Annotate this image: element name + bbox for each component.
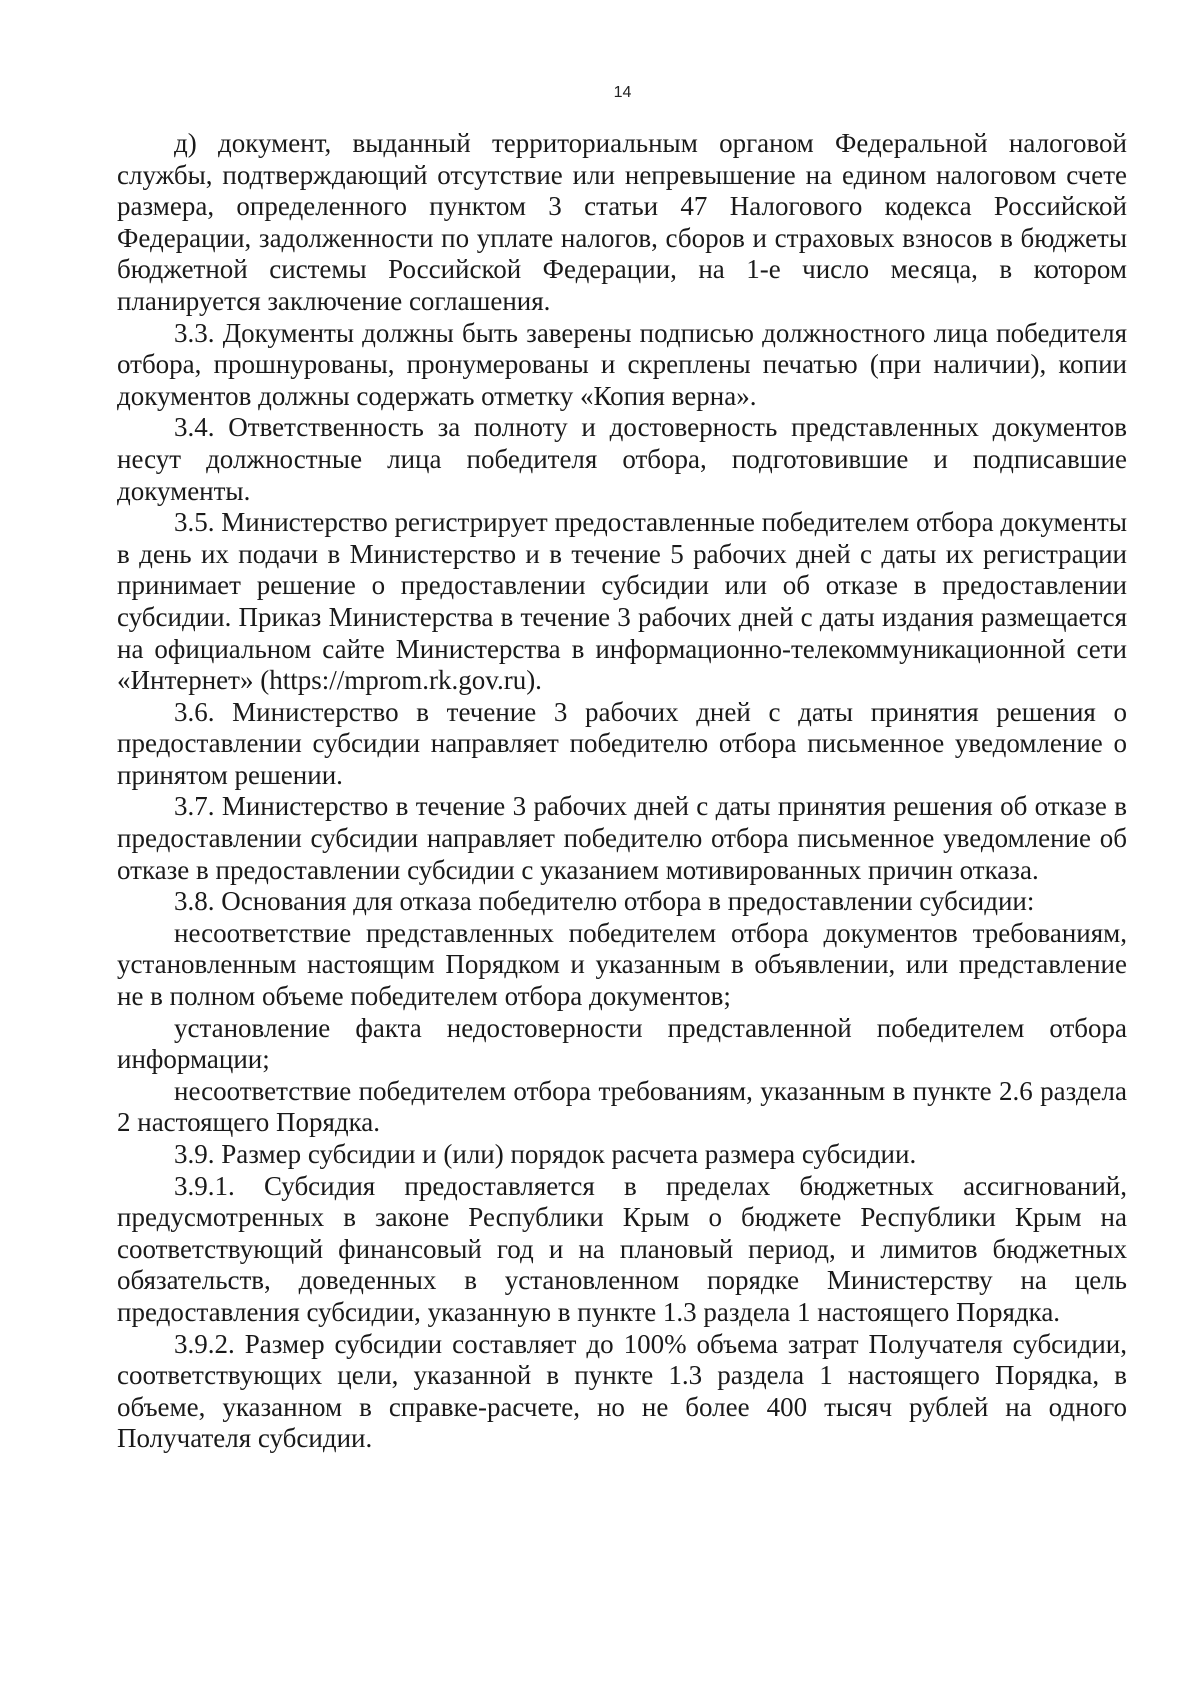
paragraph-item-d: д) документ, выданный территориальным органом Федеральной налоговой службы, подтверждающий отсутствие или непревышение на едином налоговом счете размера, определенного пунктом 3 статьи 47 Налогового кодекса Российской Федерации, задолженности по уплате налогов, сборов и страховых взносов в бюджеты бюджетной системы Российской Федерации, на 1-е число месяца, в котором планируется заключение соглашения. [117,128,1127,316]
paragraph-3-8: 3.8. Основания для отказа победителю отбора в предоставлении субсидии: [174,886,1035,917]
document-body [117,128,1127,1455]
paragraph-3-9-1: 3.9.1. Субсидия предоставляется в пределах бюджетных ассигнований, предусмотренных в законе Республики Крым о бюджете Республики Крым на соответствующий финансовый год и на плановый период, и лимитов бюджетных обязательств, доведенных в установленном порядке Министерству на цель предоставления субсидии, указанную в пункте 1.3 раздела 1 настоящего Порядка. [117,1170,1127,1327]
refusal-ground-3: несоответствие победителем отбора требованиям, указанным в пункте 2.6 раздела 2 настоящего Порядка. [117,1075,1127,1138]
page-number: 14 [613,84,632,101]
paragraph-3-7: 3.7. Министерство в течение 3 рабочих дней с даты принятия решения об отказе в предоставлении субсидии направляет победителю отбора письменное уведомление об отказе в предоставлении субсидии с указанием мотивированных причин отказа. [117,791,1127,885]
paragraph-3-4: 3.4. Ответственность за полноту и достоверность представленных документов несут должностные лица победителя отбора, подготовившие и подписавшие документы. [117,412,1127,506]
paragraph-3-9: 3.9. Размер субсидии и (или) порядок расчета размера субсидии. [174,1139,917,1169]
paragraph-3-9-2: 3.9.2. Размер субсидии составляет до 100% объема затрат Получателя субсидии, соответствующих цели, указанной в пункте 1.3 раздела 1 настоящего Порядка, в объеме, указанном в справке-расчете, но не более 400 тысяч рублей на одного Получателя субсидии. [117,1328,1127,1454]
refusal-ground-1: несоответствие представленных победителем отбора документов требованиям, установленным настоящим Порядком и указанным в объявлении, или представление не в полном объеме победителем отбора документов; [117,917,1127,1012]
paragraph-3-3: 3.3. Документы должны быть заверены подписью должностного лица победителя отбора, прошнурованы, пронумерованы и скреплены печатью (при наличии), копии документов должны содержать отметку «Копия верна». [117,317,1127,411]
paragraph-3-5: 3.5. Министерство регистрирует предоставленные победителем отбора документы в день их подачи в Министерство и в течение 5 рабочих дней с даты их регистрации принимает решение о предоставлении субсидии или об отказе в предоставлении субсидии. Приказ Министерства в течение 3 рабочих дней с даты издания размещается на официальном сайте Министерства в информационно-телекоммуникационной сети «Интернет» (https://mprom.rk.gov.ru). [117,507,1127,696]
paragraph-3-6: 3.6. Министерство в течение 3 рабочих дней с даты принятия решения о предоставлении субсидии направляет победителю отбора письменное уведомление о принятом решении. [117,696,1127,790]
refusal-ground-2: установление факта недостоверности представленной победителем отбора информации; [117,1012,1127,1075]
